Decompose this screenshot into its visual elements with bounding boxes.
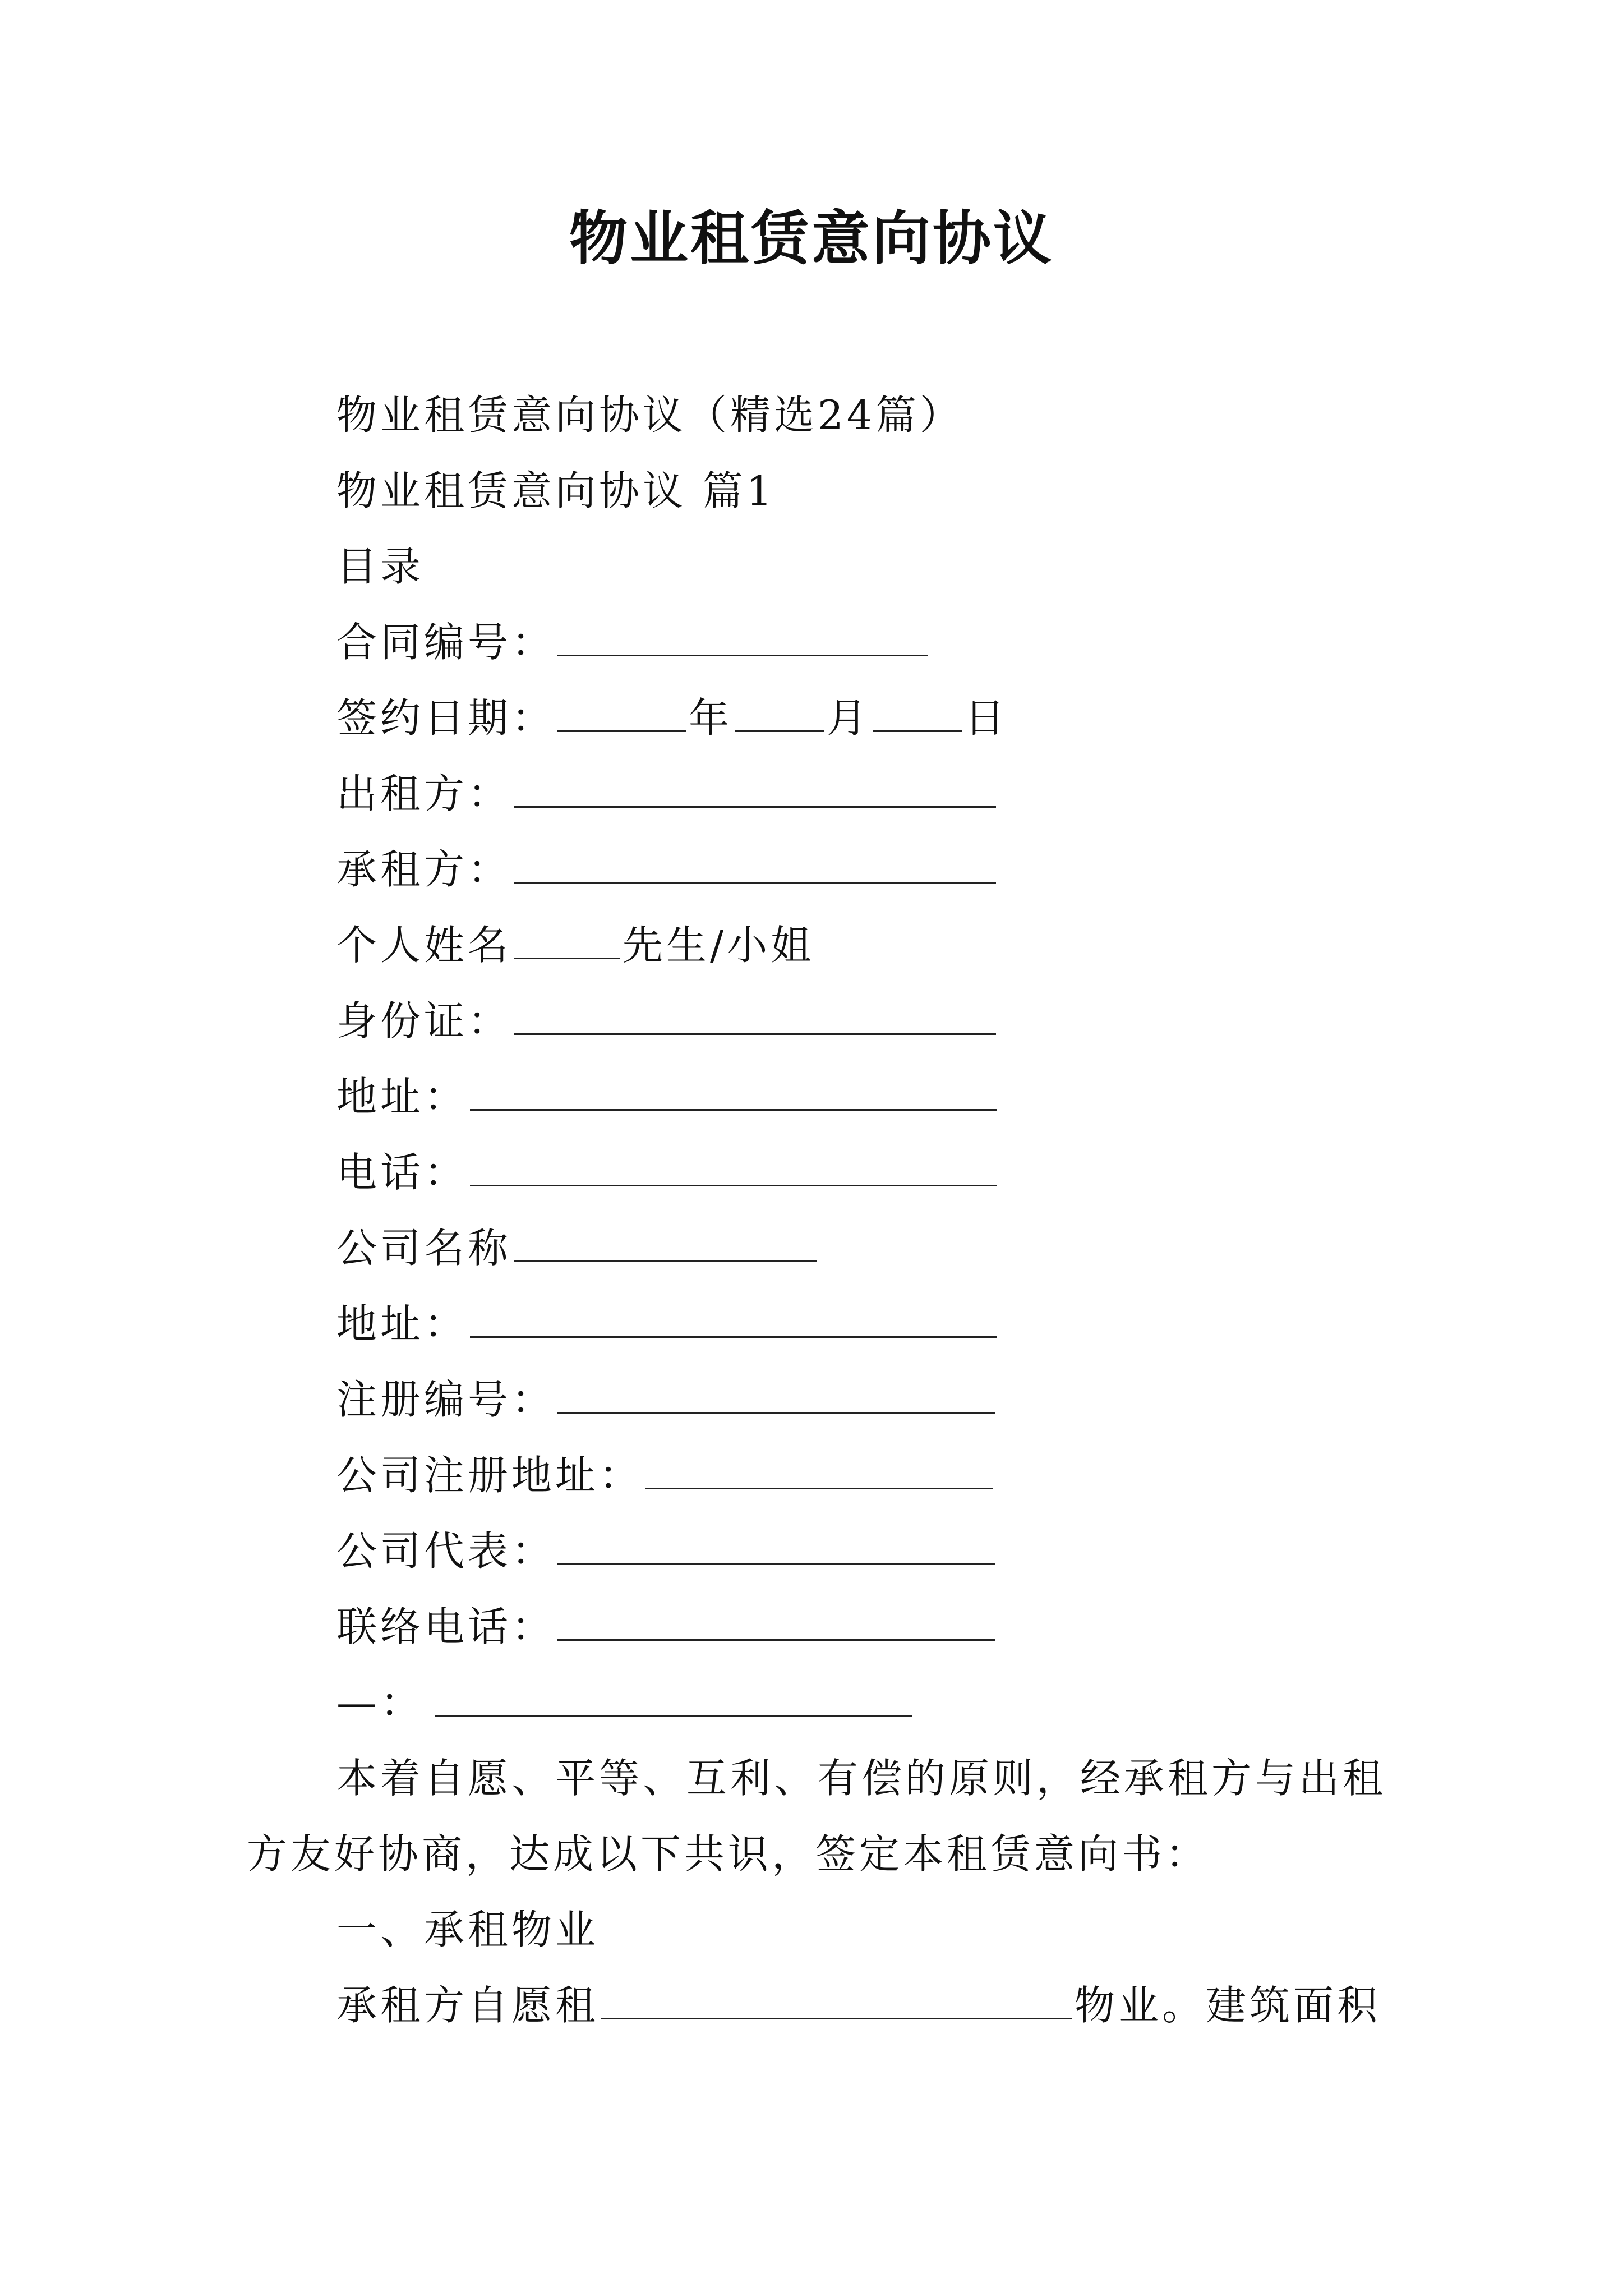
sign-date-label: 签约日期： — [336, 694, 556, 742]
contract-no-row — [336, 614, 930, 670]
company-rep-blank — [557, 1529, 995, 1565]
month-blank — [735, 696, 824, 732]
phone-blank — [470, 1150, 997, 1186]
contact-phone-row — [336, 1599, 997, 1655]
paragraph-line: 方友好协商，达成以下共识，签定本租赁意向书： — [247, 1830, 1210, 1878]
section-heading: 物业租赁意向协议 篇1 — [336, 467, 776, 514]
lessor-label: 出租方： — [336, 770, 512, 817]
company-rep-row — [336, 1523, 997, 1579]
year-blank — [557, 696, 686, 732]
lessee-blank — [514, 847, 996, 884]
address-row-1 — [336, 1069, 999, 1125]
reg-no-blank — [557, 1377, 995, 1414]
misc-blank — [435, 1680, 912, 1717]
contact-phone-blank — [557, 1604, 995, 1641]
contract-no-blank — [557, 620, 928, 656]
lessor-blank — [514, 771, 996, 808]
address-label: 地址： — [336, 1300, 468, 1347]
phone-row — [336, 1144, 999, 1200]
company-reg-addr-blank — [645, 1453, 993, 1489]
phone-label: 电话： — [336, 1149, 468, 1196]
address-blank — [470, 1301, 997, 1338]
address-row-2 — [336, 1296, 999, 1352]
property-blank — [601, 1983, 1072, 2019]
lessee-row — [336, 841, 998, 898]
year-label: 年 — [689, 694, 733, 742]
toc-label: 目录 — [336, 543, 425, 590]
id-row — [336, 993, 998, 1049]
personal-name-label: 个人姓名 — [336, 922, 512, 969]
address-blank — [470, 1074, 997, 1111]
misc-label: —： — [336, 1679, 425, 1726]
clause-heading: 一、承租物业 — [336, 1906, 600, 1953]
page-title: 物业租赁意向协议 — [569, 204, 1054, 273]
clause-text-row — [336, 1977, 1381, 2033]
personal-name-blank — [514, 923, 620, 959]
personal-name-row — [336, 917, 814, 973]
clause-text-end: 物业。建筑面积 — [1075, 1982, 1381, 2029]
id-label: 身份证： — [336, 997, 512, 1045]
company-name-row — [336, 1220, 819, 1276]
reg-no-label: 注册编号： — [336, 1376, 556, 1423]
misc-row — [336, 1674, 914, 1731]
lessor-row — [336, 766, 998, 822]
reg-no-row — [336, 1372, 997, 1428]
clause-text-start: 承租方自愿租 — [336, 1982, 600, 2029]
document-subtitle: 物业租赁意向协议（精选24篇） — [336, 392, 963, 439]
company-rep-label: 公司代表： — [336, 1527, 556, 1575]
id-blank — [514, 999, 996, 1035]
day-label: 日 — [965, 694, 1009, 742]
contact-phone-label: 联络电话： — [336, 1603, 556, 1650]
contract-no-label: 合同编号： — [336, 619, 556, 666]
company-name-blank — [514, 1226, 817, 1262]
company-reg-addr-row — [336, 1447, 995, 1503]
sign-date-row — [336, 690, 1008, 746]
address-label: 地址： — [336, 1073, 468, 1120]
paragraph-line: 本着自愿、平等、互利、有偿的原则，经承租方与出租 — [336, 1755, 1387, 1802]
company-reg-addr-label: 公司注册地址： — [336, 1452, 643, 1499]
company-name-label: 公司名称 — [336, 1225, 512, 1272]
lessee-label: 承租方： — [336, 846, 512, 893]
month-label: 月 — [827, 694, 871, 742]
personal-name-suffix: 先生/小姐 — [623, 922, 815, 969]
day-blank — [873, 696, 962, 732]
